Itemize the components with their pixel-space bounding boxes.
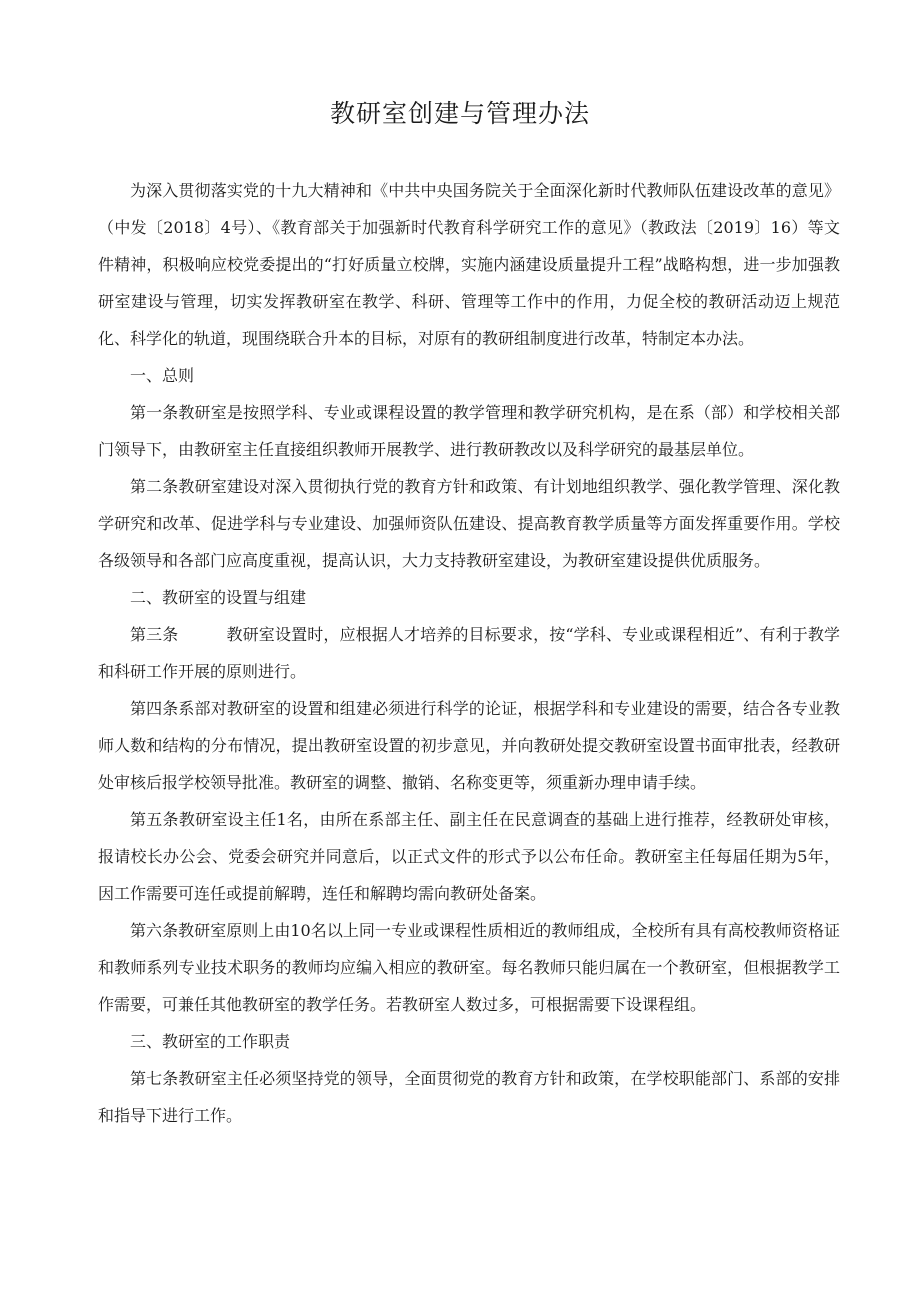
article-6: 第六条教研室原则上由10名以上同一专业或课程性质相近的教师组成，全校所有具有高校教师资格证和教师系列专业技术职务的教师均应编入相应的教研室。每名教师只能归属在一个教研室，但根据教学工作需要，可兼任其他教研室的教学任务。若教研室人数过多，可根据需要下设课程组。: [98, 921, 840, 1014]
document-title: 教研室创建与管理办法: [329, 99, 590, 128]
document-body: [98, 172, 840, 1134]
section-heading-duties: 三、教研室的工作职责: [130, 1032, 291, 1051]
intro-paragraph: 为深入贯彻落实党的十九大精神和《中共中央国务院关于全面深化新时代教师队伍建设改革的意见》（中发〔2018〕4号）、《教育部关于加强新时代教育科学研究工作的意见》（教政法〔2019〕16）等文件精神，积极响应校党委提出的“打好质量立校牌，实施内涵建设质量提升工程”战略构想，进一步加强教研室建设与管理，切实发挥教研室在教学、科研、管理等工作中的作用，力促全校的教研活动迈上规范化、科学化的轨道，现围绕联合升本的目标，对原有的教研组制度进行改革，特制定本办法。: [98, 181, 840, 348]
article-3-label: 第三条: [130, 625, 179, 644]
article-3-text: 教研室设置时，应根据人才培养的目标要求，按“学科、专业或课程相近”、有利于教学和科研工作开展的原则进行。: [98, 625, 840, 681]
article-4: 第四条系部对教研室的设置和组建必须进行科学的论证，根据学科和专业建设的需要，结合各专业教师人数和结构的分布情况，提出教研室设置的初步意见，并向教研处提交教研室设置书面审批表，经教研处审核后报学校领导批准。教研室的调整、撤销、名称变更等，须重新办理申请手续。: [98, 699, 840, 792]
article-1: 第一条教研室是按照学科、专业或课程设置的教学管理和教学研究机构，是在系（部）和学校相关部门领导下，由教研室主任直接组织教师开展教学、进行教研教改以及科学研究的最基层单位。: [98, 403, 840, 459]
section-heading-general: 一、总则: [130, 366, 195, 385]
section-heading-setup: 二、教研室的设置与组建: [130, 588, 307, 607]
article-7: 第七条教研室主任必须坚持党的领导，全面贯彻党的教育方针和政策，在学校职能部门、系部的安排和指导下进行工作。: [98, 1069, 840, 1125]
article-2: 第二条教研室建设对深入贯彻执行党的教育方针和政策、有计划地组织教学、强化教学管理、深化教学研究和改革、促进学科与专业建设、加强师资队伍建设、提高教育教学质量等方面发挥重要作用。学校各级领导和各部门应高度重视，提高认识，大力支持教研室建设，为教研室建设提供优质服务。: [98, 477, 840, 570]
article-3: [98, 616, 840, 690]
article-5: 第五条教研室设主任1名，由所在系部主任、副主任在民意调查的基础上进行推荐，经教研处审核，报请校长办公会、党委会研究并同意后，以正式文件的形式予以公布任命。教研室主任每届任期为5年，因工作需要可连任或提前解聘，连任和解聘均需向教研处备案。: [98, 810, 840, 903]
